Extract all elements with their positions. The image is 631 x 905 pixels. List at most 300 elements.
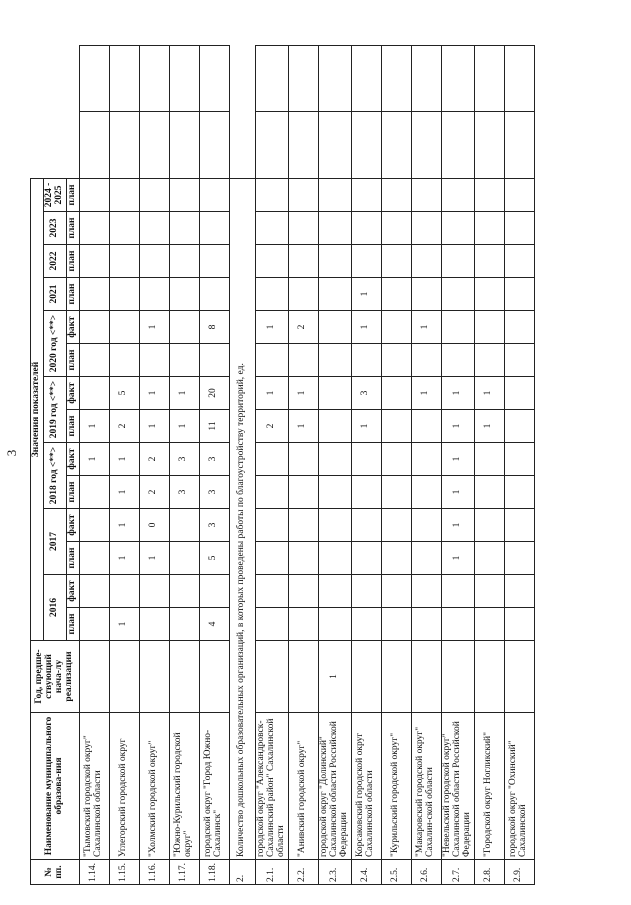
- table-row: [474, 46, 504, 885]
- value-cell: [255, 344, 288, 377]
- value-cell: [255, 509, 288, 542]
- value-cell: 1: [351, 311, 381, 344]
- value-cell: [288, 344, 318, 377]
- value-cell: [169, 112, 199, 178]
- base-year-cell: [381, 641, 411, 713]
- table-row: [318, 46, 351, 885]
- row-number: 2.4.: [351, 860, 381, 885]
- fact-header: факт: [66, 509, 79, 542]
- row-number: 2.9.: [504, 860, 534, 885]
- value-cell: [381, 575, 411, 608]
- value-cell: [351, 575, 381, 608]
- value-cell: [109, 311, 139, 344]
- row-number: 2.2.: [288, 860, 318, 885]
- value-cell: [288, 476, 318, 509]
- value-cell: [318, 509, 351, 542]
- year-header: 2018 год <**>: [43, 443, 66, 509]
- table-row: [109, 46, 139, 885]
- value-cell: 1: [139, 410, 169, 443]
- municipality-name: "Городской округ Ногликский": [474, 713, 504, 860]
- municipality-name: "Курильский городской округ": [381, 713, 411, 860]
- value-cell: [79, 245, 109, 278]
- value-cell: [504, 377, 534, 410]
- municipality-name: городской округ "Долинский" Сахалинской области Российской Федерации: [318, 713, 351, 860]
- value-cell: [288, 608, 318, 641]
- value-cell: 3: [199, 509, 229, 542]
- value-cell: 5: [199, 542, 229, 575]
- value-cell: [139, 278, 169, 311]
- value-cell: [318, 377, 351, 410]
- value-cell: [288, 443, 318, 476]
- plan-header: план: [66, 245, 79, 278]
- value-cell: 1: [109, 608, 139, 641]
- base-year-cell: [139, 641, 169, 713]
- value-cell: [381, 212, 411, 245]
- value-cell: [318, 542, 351, 575]
- value-cell: [79, 542, 109, 575]
- value-cell: [351, 212, 381, 245]
- municipality-name: городской округ "Город Южно-Сахалинск": [199, 713, 229, 860]
- value-cell: 1: [474, 410, 504, 443]
- municipality-name: Корсаковский городской округ Сахалинской области: [351, 713, 381, 860]
- value-cell: 1: [411, 311, 441, 344]
- value-cell: [504, 311, 534, 344]
- value-cell: 1: [474, 377, 504, 410]
- value-cell: 3: [199, 476, 229, 509]
- value-cell: [504, 245, 534, 278]
- value-cell: [474, 112, 504, 178]
- value-cell: [504, 608, 534, 641]
- value-cell: [79, 112, 109, 178]
- value-cell: 1: [441, 476, 474, 509]
- value-cell: 1: [79, 410, 109, 443]
- value-cell: [318, 212, 351, 245]
- page-number: 3: [4, 449, 19, 457]
- base-year-cell: [255, 641, 288, 713]
- base-year-cell: 1: [318, 641, 351, 713]
- value-cell: [474, 608, 504, 641]
- value-cell: [441, 311, 474, 344]
- value-cell: [139, 575, 169, 608]
- value-cell: [381, 509, 411, 542]
- value-cell: 20: [199, 377, 229, 410]
- value-cell: 1: [441, 410, 474, 443]
- value-cell: 1: [169, 410, 199, 443]
- value-cell: [255, 542, 288, 575]
- table-row: [504, 46, 534, 885]
- value-cell: [139, 46, 169, 112]
- value-cell: 4: [199, 608, 229, 641]
- value-cell: [474, 476, 504, 509]
- value-cell: 2: [288, 311, 318, 344]
- header-row-1: [31, 46, 44, 885]
- value-cell: [255, 278, 288, 311]
- year-header: 2020 год <**>: [43, 311, 66, 377]
- value-cell: [288, 112, 318, 178]
- value-cell: [169, 212, 199, 245]
- municipality-name: городской округ "Александровск-Сахалинский район" Сахалинской области: [255, 713, 288, 860]
- value-cell: [351, 178, 381, 211]
- value-cell: 3: [169, 443, 199, 476]
- value-cell: [504, 278, 534, 311]
- value-cell: 1: [441, 377, 474, 410]
- value-cell: [318, 443, 351, 476]
- value-cell: [351, 476, 381, 509]
- value-cell: [504, 542, 534, 575]
- value-cell: [109, 112, 139, 178]
- base-year-cell: [441, 641, 474, 713]
- plan-header: план: [66, 410, 79, 443]
- value-cell: 1: [441, 542, 474, 575]
- value-cell: [79, 344, 109, 377]
- value-cell: [504, 344, 534, 377]
- value-cell: [139, 112, 169, 178]
- value-cell: [318, 344, 351, 377]
- value-cell: [199, 112, 229, 178]
- value-cell: [288, 178, 318, 211]
- value-cell: [288, 542, 318, 575]
- row-number: 2.7.: [441, 860, 474, 885]
- value-cell: [199, 575, 229, 608]
- value-cell: [381, 476, 411, 509]
- value-cell: [139, 178, 169, 211]
- value-cell: 2: [139, 443, 169, 476]
- value-cell: [474, 509, 504, 542]
- value-cell: [351, 443, 381, 476]
- value-cell: [504, 509, 534, 542]
- municipality-name: "Холмский городской округ": [139, 713, 169, 860]
- value-cell: 1: [139, 377, 169, 410]
- value-cell: [411, 542, 441, 575]
- value-cell: 5: [109, 377, 139, 410]
- value-cell: [109, 344, 139, 377]
- value-cell: [381, 278, 411, 311]
- value-cell: [169, 575, 199, 608]
- value-cell: [169, 178, 199, 211]
- row-number: 2.3.: [318, 860, 351, 885]
- value-cell: [351, 344, 381, 377]
- value-cell: [411, 443, 441, 476]
- value-cell: [411, 509, 441, 542]
- value-cell: [504, 46, 534, 112]
- value-cell: [255, 112, 288, 178]
- value-cell: [169, 608, 199, 641]
- value-cell: [255, 608, 288, 641]
- table-body: [79, 46, 534, 885]
- fact-header: факт: [66, 311, 79, 344]
- value-cell: [109, 575, 139, 608]
- col-num-header: № пп.: [31, 860, 80, 885]
- municipality-name: "Южно-Курильский городской округ": [169, 713, 199, 860]
- value-cell: [79, 575, 109, 608]
- value-cell: [288, 245, 318, 278]
- value-cell: [318, 245, 351, 278]
- plan-header: план: [66, 278, 79, 311]
- value-cell: [351, 245, 381, 278]
- value-cell: [169, 542, 199, 575]
- value-cell: [381, 443, 411, 476]
- value-cell: [169, 278, 199, 311]
- value-cell: [318, 575, 351, 608]
- value-cell: 1: [109, 443, 139, 476]
- value-cell: [504, 575, 534, 608]
- value-cell: 2: [139, 476, 169, 509]
- value-cell: [381, 608, 411, 641]
- value-cell: [79, 278, 109, 311]
- value-cell: [288, 278, 318, 311]
- value-cell: [441, 112, 474, 178]
- value-cell: [474, 212, 504, 245]
- value-cell: [441, 245, 474, 278]
- value-cell: [109, 178, 139, 211]
- municipality-name: "Тымовский городской округ" Сахалинской области: [79, 713, 109, 860]
- table-row: [169, 46, 199, 885]
- year-header: 2017: [43, 509, 66, 575]
- value-cell: [109, 46, 139, 112]
- value-cell: [288, 46, 318, 112]
- value-cell: [109, 245, 139, 278]
- value-cell: 8: [199, 311, 229, 344]
- table-row: [79, 46, 109, 885]
- table-row: [255, 46, 288, 885]
- value-cell: [504, 443, 534, 476]
- value-cell: [381, 112, 411, 178]
- value-cell: [411, 178, 441, 211]
- value-cell: [109, 278, 139, 311]
- value-cell: [441, 46, 474, 112]
- value-cell: [139, 245, 169, 278]
- value-cell: [288, 509, 318, 542]
- value-cell: [199, 212, 229, 245]
- value-cell: [169, 509, 199, 542]
- row-number: 2.5.: [381, 860, 411, 885]
- value-cell: [79, 212, 109, 245]
- value-cell: 1: [441, 509, 474, 542]
- base-year-cell: [199, 641, 229, 713]
- value-cell: [381, 245, 411, 278]
- value-cell: [504, 410, 534, 443]
- value-cell: [474, 344, 504, 377]
- table-row: [288, 46, 318, 885]
- value-cell: [288, 212, 318, 245]
- value-cell: [199, 46, 229, 112]
- value-cell: [169, 245, 199, 278]
- value-cell: [318, 410, 351, 443]
- value-cell: 2: [109, 410, 139, 443]
- value-cell: [255, 575, 288, 608]
- fact-header: факт: [66, 575, 79, 608]
- value-cell: [199, 278, 229, 311]
- value-cell: 1: [255, 311, 288, 344]
- value-cell: [411, 112, 441, 178]
- value-cell: [504, 212, 534, 245]
- value-cell: [169, 311, 199, 344]
- value-cell: 11: [199, 410, 229, 443]
- row-number: 1.16.: [139, 860, 169, 885]
- value-cell: [411, 410, 441, 443]
- table-row: [351, 46, 381, 885]
- value-cell: [441, 212, 474, 245]
- value-cell: [381, 542, 411, 575]
- value-cell: 1: [109, 542, 139, 575]
- value-cell: [318, 112, 351, 178]
- value-cell: [351, 542, 381, 575]
- value-cell: 3: [351, 377, 381, 410]
- value-cell: [411, 344, 441, 377]
- value-cell: [79, 377, 109, 410]
- value-cell: [318, 476, 351, 509]
- value-cell: [441, 178, 474, 211]
- plan-header: план: [66, 476, 79, 509]
- row-number: 1.14.: [79, 860, 109, 885]
- value-cell: [255, 476, 288, 509]
- value-cell: [411, 476, 441, 509]
- base-year-cell: [169, 641, 199, 713]
- fact-header: факт: [66, 377, 79, 410]
- value-cell: 1: [109, 509, 139, 542]
- value-cell: [139, 344, 169, 377]
- value-cell: [474, 443, 504, 476]
- municipality-name: "Макаровский городской округ" Сахалин-ской области: [411, 713, 441, 860]
- value-cell: [381, 344, 411, 377]
- value-cell: [381, 46, 411, 112]
- value-cell: [474, 575, 504, 608]
- base-year-cell: [288, 641, 318, 713]
- value-cell: [79, 509, 109, 542]
- value-cell: [288, 575, 318, 608]
- municipality-name: городской округ "Охинский" Сахалинской: [504, 713, 534, 860]
- value-cell: [504, 112, 534, 178]
- year-header: 2021: [43, 278, 66, 311]
- year-header: 2019 год <**>: [43, 377, 66, 443]
- values-group-header: Значения показателей: [31, 178, 44, 640]
- value-cell: 1: [351, 410, 381, 443]
- base-year-cell: [109, 641, 139, 713]
- plan-header: план: [66, 608, 79, 641]
- value-cell: 1: [351, 278, 381, 311]
- municipality-name: "Анивский городской округ": [288, 713, 318, 860]
- section-title: Количество дошкольных образовательных организаций, в которых проведены работы по благоустройству территорий, ед.: [229, 178, 255, 859]
- value-cell: [441, 344, 474, 377]
- row-number: 2.: [229, 860, 255, 885]
- value-cell: [351, 112, 381, 178]
- value-cell: [474, 311, 504, 344]
- value-cell: 1: [255, 377, 288, 410]
- value-cell: 3: [199, 443, 229, 476]
- value-cell: [504, 476, 534, 509]
- value-cell: 1: [288, 377, 318, 410]
- value-cell: [381, 410, 411, 443]
- value-cell: [411, 245, 441, 278]
- value-cell: [318, 178, 351, 211]
- plan-header: план: [66, 178, 79, 211]
- value-cell: [139, 608, 169, 641]
- value-cell: [411, 608, 441, 641]
- value-cell: [255, 245, 288, 278]
- value-cell: [79, 476, 109, 509]
- value-cell: [255, 443, 288, 476]
- value-cell: [318, 608, 351, 641]
- table-row: [381, 46, 411, 885]
- value-cell: 1: [139, 542, 169, 575]
- value-cell: [169, 344, 199, 377]
- plan-header: план: [66, 344, 79, 377]
- value-cell: [79, 178, 109, 211]
- value-cell: 2: [255, 410, 288, 443]
- value-cell: [255, 46, 288, 112]
- value-cell: 1: [79, 443, 109, 476]
- value-cell: [351, 509, 381, 542]
- year-header: 2016: [43, 575, 66, 641]
- value-cell: [199, 178, 229, 211]
- value-cell: [381, 178, 411, 211]
- value-cell: 1: [441, 443, 474, 476]
- value-cell: [318, 46, 351, 112]
- table-row: [411, 46, 441, 885]
- value-cell: [474, 278, 504, 311]
- value-cell: [318, 278, 351, 311]
- table-row: [441, 46, 474, 885]
- fact-header: факт: [66, 443, 79, 476]
- value-cell: [139, 212, 169, 245]
- value-cell: 1: [288, 410, 318, 443]
- value-cell: [474, 245, 504, 278]
- value-cell: [109, 212, 139, 245]
- col-name-header: Наименование муниципального образова-ния: [31, 713, 80, 860]
- value-cell: [255, 178, 288, 211]
- value-cell: 3: [169, 476, 199, 509]
- value-cell: [411, 575, 441, 608]
- value-cell: [441, 608, 474, 641]
- value-cell: [199, 344, 229, 377]
- value-cell: [351, 608, 381, 641]
- value-cell: [351, 46, 381, 112]
- value-cell: [381, 311, 411, 344]
- base-year-cell: [474, 641, 504, 713]
- plan-header: план: [66, 212, 79, 245]
- municipality-name: Углегорский городской округ: [109, 713, 139, 860]
- row-number: 1.15.: [109, 860, 139, 885]
- plan-header: план: [66, 542, 79, 575]
- value-cell: [79, 46, 109, 112]
- value-cell: [255, 212, 288, 245]
- col-year-header: Год, предше-ствующий нача-лу реализации: [31, 641, 80, 713]
- value-cell: [474, 542, 504, 575]
- value-cell: [504, 178, 534, 211]
- value-cell: 1: [109, 476, 139, 509]
- value-cell: [441, 278, 474, 311]
- value-cell: [79, 608, 109, 641]
- value-cell: [318, 311, 351, 344]
- value-cell: 1: [139, 311, 169, 344]
- base-year-cell: [79, 641, 109, 713]
- value-cell: [411, 212, 441, 245]
- row-number: 1.18.: [199, 860, 229, 885]
- year-header: 2024 - 2025: [43, 178, 66, 211]
- row-number: 2.6.: [411, 860, 441, 885]
- value-cell: [199, 245, 229, 278]
- year-header: 2022: [43, 245, 66, 278]
- value-cell: [169, 46, 199, 112]
- value-cell: [79, 311, 109, 344]
- value-cell: [411, 46, 441, 112]
- row-number: 2.1.: [255, 860, 288, 885]
- row-number: 2.8.: [474, 860, 504, 885]
- base-year-cell: [504, 641, 534, 713]
- value-cell: [474, 178, 504, 211]
- table-row: [139, 46, 169, 885]
- section-row: [229, 46, 255, 885]
